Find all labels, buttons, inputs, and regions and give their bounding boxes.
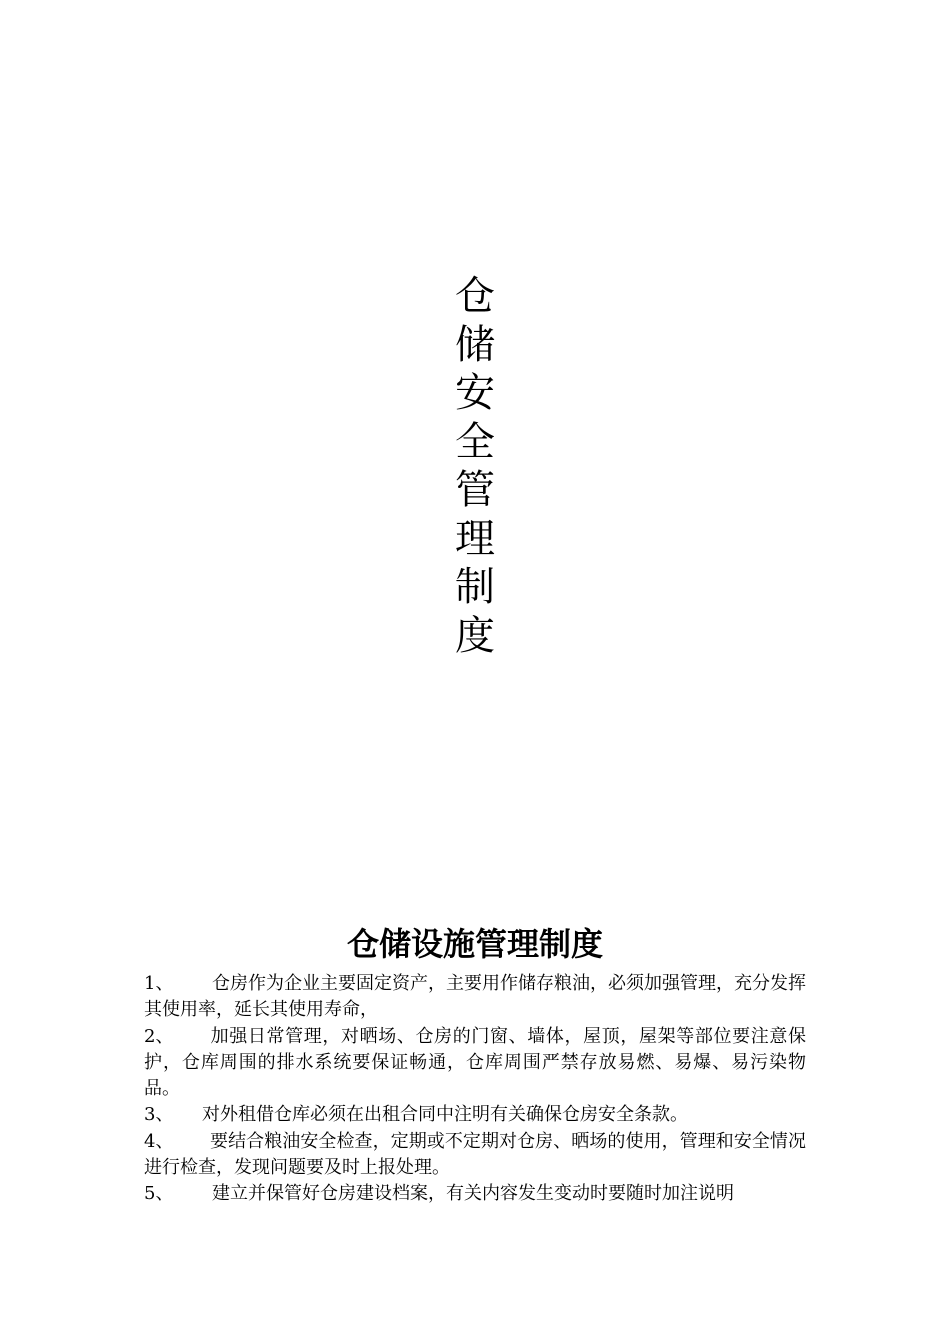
- item-text: 加强日常管理，对晒场、仓房的门窗、墙体，屋顶，屋架等部位要注意保护，仓库周围的排水系统要保证畅通，仓库周围严禁存放易燃、易爆、易污染物品。: [144, 1025, 806, 1100]
- cover-title-char: 制: [455, 564, 495, 610]
- cover-title-char: 仓: [455, 273, 495, 319]
- item-text: 要结合粮油安全检查，定期或不定期对仓房、晒场的使用，管理和安全情况进行检查，发现问题要及时上报处理。: [144, 1130, 806, 1179]
- item-text: 对外租借仓库必须在出租合同中注明有关确保仓房安全条款。: [202, 1104, 688, 1126]
- cover-title-char: 安: [455, 370, 495, 416]
- item-number: 3、: [144, 1104, 174, 1126]
- item-text: 建立并保管好仓房建设档案，有关内容发生变动时要随时加注说明: [212, 1183, 734, 1205]
- cover-title: [445, 272, 505, 660]
- regulation-item: [144, 1181, 806, 1207]
- cover-title-char: 储: [455, 321, 495, 368]
- item-number: 5、: [144, 1183, 174, 1205]
- regulation-item: [144, 1102, 806, 1128]
- cover-title-char: 管: [455, 467, 495, 513]
- item-number: 2、: [144, 1025, 174, 1047]
- regulation-item: [144, 1129, 806, 1182]
- regulation-item: [144, 971, 806, 1024]
- item-number: 1、: [144, 973, 174, 994]
- item-number: 4、: [144, 1130, 174, 1152]
- item-text: 仓房作为企业主要固定资产，主要用作储存粮油，必须加强管理，充分发挥其使用率，延长其使用寿命，: [144, 973, 806, 1021]
- cover-title-char: 度: [455, 612, 495, 659]
- regulation-list: [144, 971, 806, 1208]
- section-title: 仓储设施管理制度: [346, 925, 603, 963]
- cover-title-char: 理: [455, 515, 495, 562]
- cover-title-char: 全: [455, 418, 495, 465]
- regulation-item: [144, 1024, 806, 1103]
